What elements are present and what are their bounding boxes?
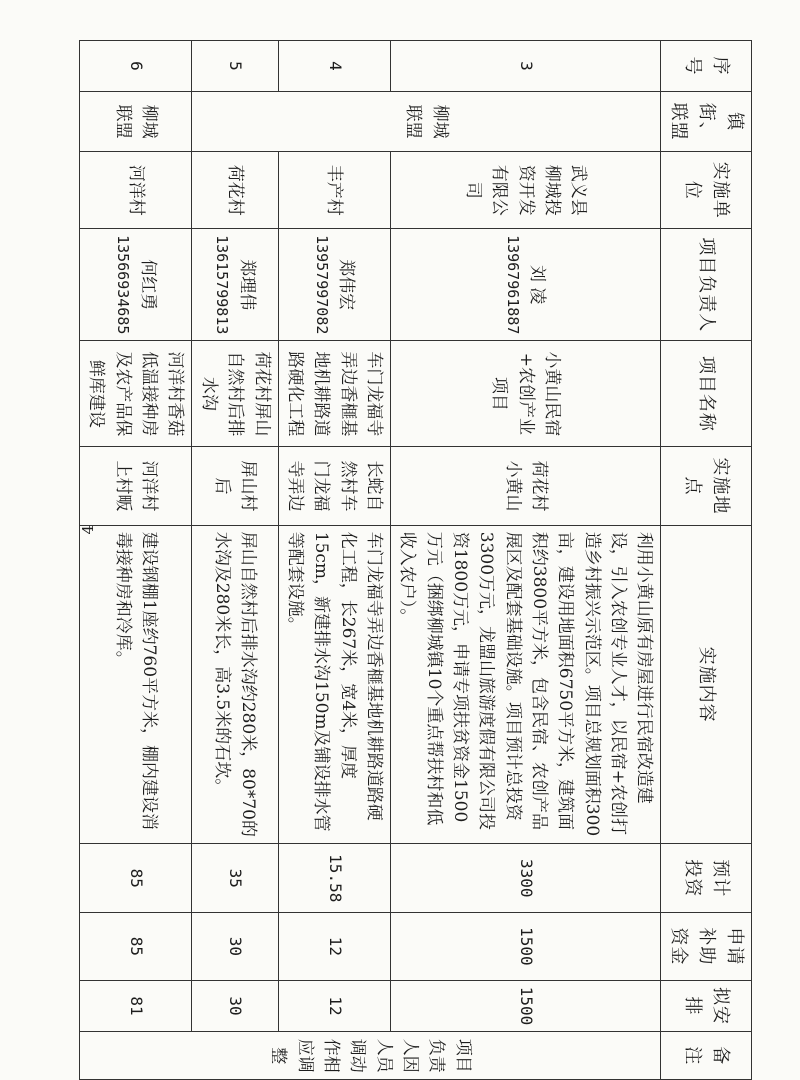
table-row — [80, 41, 192, 1080]
row-name: 车门龙福寺弄边香榧基地机耕路道路硬化工程 — [278, 341, 390, 447]
row-budget: 3300 — [390, 844, 660, 913]
header-row — [661, 41, 752, 1080]
header-allocated: 拟安排 — [661, 980, 752, 1032]
lead-name: 何红勇 — [137, 259, 158, 311]
header-unit: 实施单位 — [661, 152, 752, 229]
table-row — [192, 41, 278, 1080]
header-location: 实施地点 — [661, 447, 752, 525]
row-allocated: 30 — [192, 980, 278, 1032]
header-alliance: 镇街、联盟 — [661, 91, 752, 151]
table-row — [390, 41, 660, 1080]
header-lead: 项目负责人 — [661, 229, 752, 341]
row-content: 建设钢棚1座约760平方米，棚内建设消毒接种房和冷库。 — [80, 525, 192, 844]
header-subsidy: 申请补助资金 — [661, 913, 752, 980]
row-content: 车门龙福寺弄边香榧基地机耕路道路硬化工程，长267米，宽4米，厚度15cm，新建排水沟150m及铺设排水管等配套设施。 — [278, 525, 390, 844]
table-row — [278, 41, 390, 1080]
page-number: 4 — [79, 525, 97, 535]
row-name: 河洋村香菇低温接种房及农产品保鲜库建设 — [80, 341, 192, 447]
lead-name: 郑理伟 — [236, 259, 257, 311]
row-location: 荷花村小黄山 — [390, 447, 660, 525]
row-location: 屏山村后 — [192, 447, 278, 525]
row-lead — [278, 229, 390, 341]
row-location: 河洋村上村畈 — [80, 447, 192, 525]
row-name: 小黄山民宿+农创产业项目 — [390, 341, 660, 447]
row-unit: 武义县柳城投资开发有限公司 — [390, 152, 660, 229]
lead-phone: 13967961887 — [504, 235, 523, 335]
header-content: 实施内容 — [661, 525, 752, 844]
project-table — [79, 40, 752, 1080]
row-content: 利用小黄山原有房屋进行民宿改造建设，引入农创专业人才，以民宿+农创打造乡村振兴示范区。项目总规划面积300亩，建设用地面积6750平方米，建筑面积约3800平方米，包含民宿、农创产品展区及配套基础设施。项目预计总投资3300万元，龙盟山旅游度假有限公司投资1800万元，申请专项扶贫资金1500万元（捆绑柳城镇10个重点帮扶村和低收入农户）。 — [390, 525, 660, 844]
row-unit: 丰产村 — [278, 152, 390, 229]
row-budget: 35 — [192, 844, 278, 913]
row-seq: 5 — [192, 41, 278, 92]
row-allocated: 1500 — [390, 980, 660, 1032]
lead-name: 刘 凌 — [527, 265, 548, 305]
row-unit: 河洋村 — [80, 152, 192, 229]
header-budget: 预计投资 — [661, 844, 752, 913]
row-note: 项目负责人因人员调动作相应调整 — [80, 1032, 661, 1080]
row-subsidy: 1500 — [390, 913, 660, 980]
header-seq: 序号 — [661, 41, 752, 92]
row-unit: 荷花村 — [192, 152, 278, 229]
header-note: 备注 — [661, 1032, 752, 1080]
row-name: 荷花村屏山自然村后排水沟 — [192, 341, 278, 447]
row-lead — [80, 229, 192, 341]
row-lead — [390, 229, 660, 341]
row-lead — [192, 229, 278, 341]
row-seq: 3 — [390, 41, 660, 92]
header-name: 项目名称 — [661, 341, 752, 447]
lead-name: 郑伟宏 — [336, 259, 356, 311]
row-alliance: 柳城联盟 — [80, 91, 192, 151]
row-budget: 85 — [80, 844, 192, 913]
row-seq: 4 — [278, 41, 390, 92]
lead-phone: 13566934685 — [114, 235, 133, 335]
row-location: 长蛇自然村车门龙福寺弄边 — [278, 447, 390, 525]
row-alliance: 柳城联盟 — [192, 91, 661, 151]
row-seq: 6 — [80, 41, 192, 92]
row-budget: 15.58 — [278, 844, 390, 913]
lead-phone: 13615799813 — [213, 235, 232, 335]
lead-phone: 13957997082 — [312, 235, 331, 335]
row-subsidy: 30 — [192, 913, 278, 980]
row-subsidy: 85 — [80, 913, 192, 980]
row-allocated: 12 — [278, 980, 390, 1032]
row-subsidy: 12 — [278, 913, 390, 980]
row-content: 屏山自然村后排水沟约280米，80*70的水沟及280米长，高3.5米的石坎。 — [192, 525, 278, 844]
row-allocated: 81 — [80, 980, 192, 1032]
